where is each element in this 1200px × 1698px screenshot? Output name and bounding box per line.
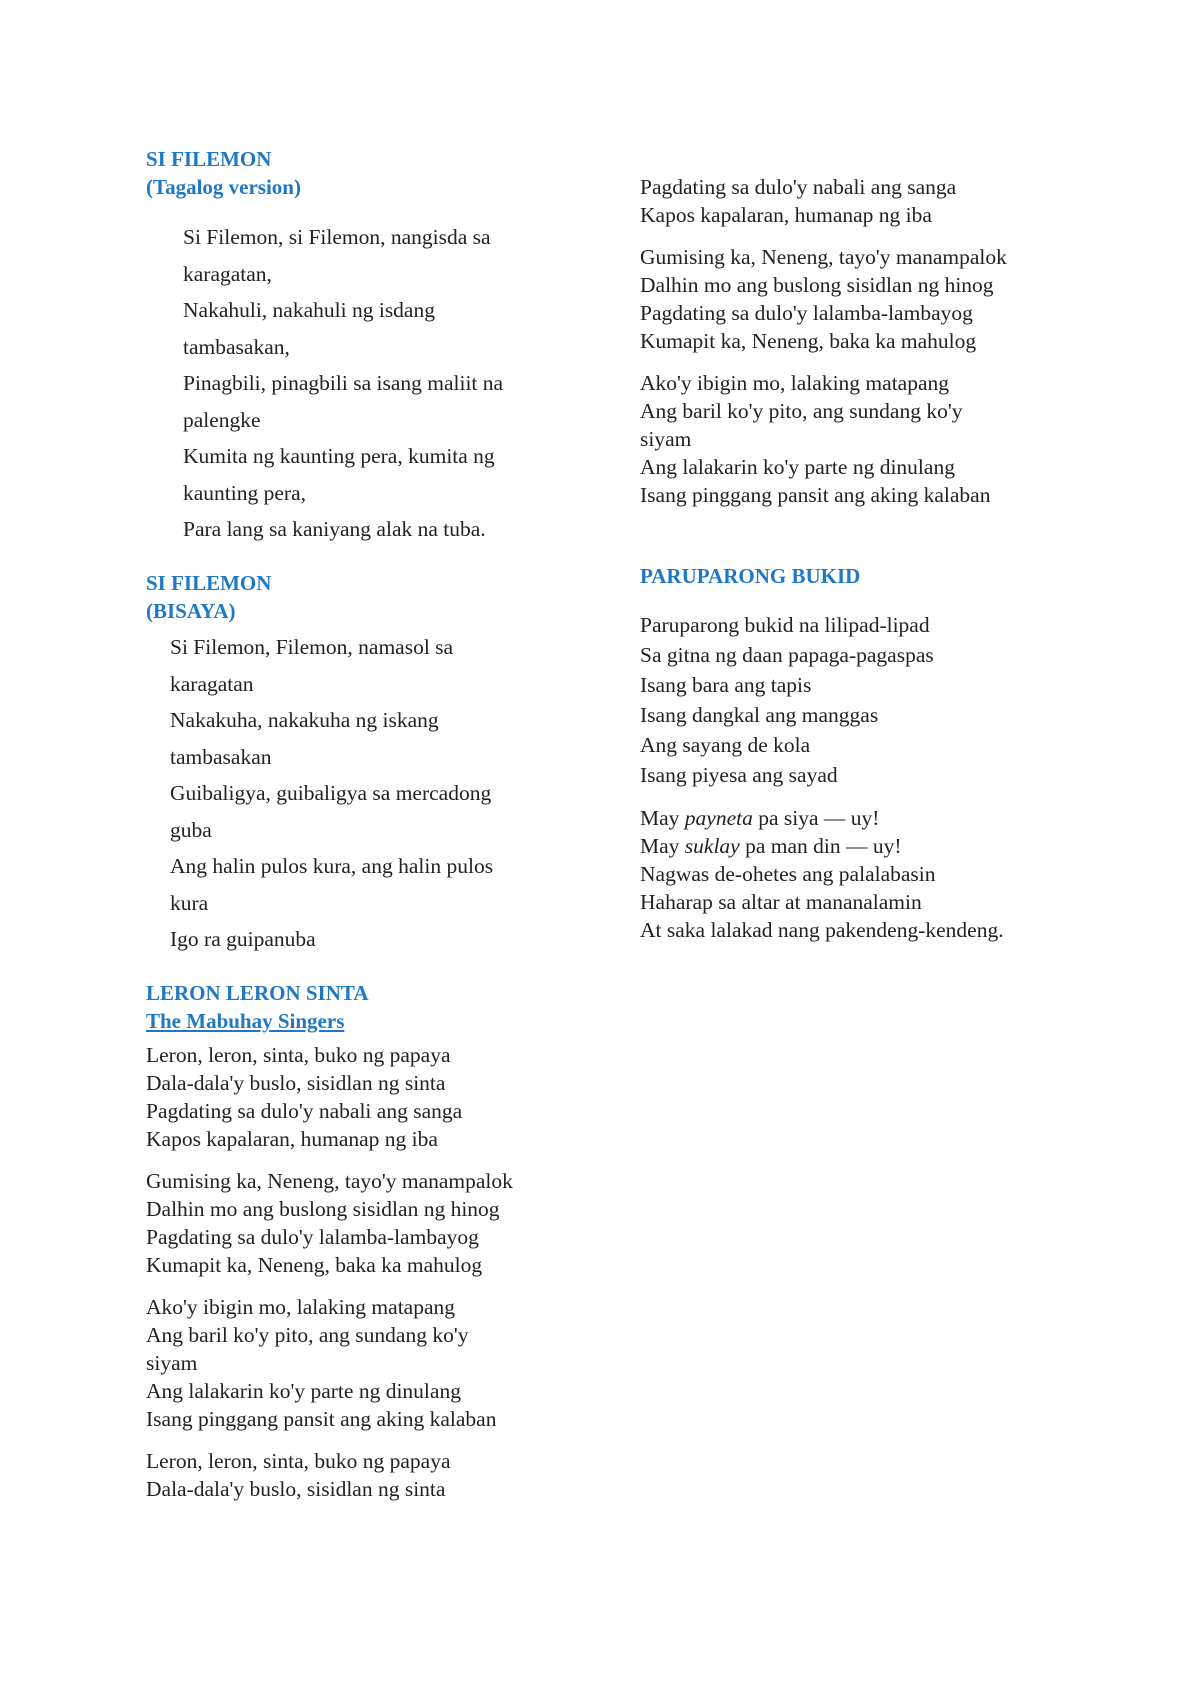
- lyric-line: Pagdating sa dulo'y nabali ang sanga: [146, 1099, 463, 1123]
- lyric-line: karagatan,: [183, 261, 272, 286]
- lyric-line: Pinagbili, pinagbili sa isang maliit na: [183, 371, 504, 395]
- lyric-line: Gumising ka, Neneng, tayo'y manampalok: [640, 245, 1007, 269]
- stanza: [640, 369, 1100, 509]
- song-title: LERON LERON SINTA: [146, 981, 369, 1005]
- lyric-line: siyam: [146, 1351, 198, 1375]
- stanza: [146, 1447, 576, 1503]
- stanza: [146, 1041, 576, 1153]
- lyric-line: Ako'y ibigin mo, lalaking matapang: [640, 371, 949, 395]
- lyric-line: Nakahuli, nakahuli ng isdang: [183, 298, 435, 322]
- lyric-line: Ang baril ko'y pito, ang sundang ko'y: [640, 399, 963, 423]
- lyric-line: Haharap sa altar at mananalamin: [640, 890, 922, 914]
- lyric-line: Isang piyesa ang sayad: [640, 763, 838, 787]
- lyric-line: Ang lalakarin ko'y parte ng dinulang: [640, 455, 955, 479]
- text-run: May: [640, 806, 685, 830]
- song-title: SI FILEMON: [146, 147, 272, 171]
- song-filemon-tagalog: [146, 145, 576, 548]
- lyric-line: Ako'y ibigin mo, lalaking matapang: [146, 1295, 455, 1319]
- lyric-line: Nagwas de-ohetes ang palalabasin: [640, 862, 936, 886]
- artist-link[interactable]: The Mabuhay Singers: [146, 1009, 345, 1033]
- lyric-line: Dala-dala'y buslo, sisidlan ng sinta: [146, 1071, 446, 1095]
- song-title: PARUPARONG BUKID: [640, 564, 861, 588]
- lyric-line: Ang baril ko'y pito, ang sundang ko'y: [146, 1323, 469, 1347]
- stanza: [640, 804, 1100, 944]
- lyric-line: Ang halin pulos kura, ang halin pulos: [170, 854, 494, 878]
- lyrics-block: [146, 219, 576, 548]
- lyric-line: [640, 804, 1100, 832]
- lyric-line: Igo ra guipanuba: [170, 927, 316, 951]
- lyric-line: palengke: [183, 407, 261, 432]
- lyric-line: At saka lalakad nang pakendeng-kendeng.: [640, 918, 1004, 942]
- lyric-line: Si Filemon, si Filemon, nangisda sa: [183, 225, 491, 249]
- lyric-line: kaunting pera,: [183, 480, 306, 505]
- italic-word: suklay: [684, 834, 740, 858]
- stanza: [640, 173, 1100, 229]
- lyric-line: Sa gitna ng daan papaga-pagaspas: [640, 643, 934, 667]
- lyric-line: Gumising ka, Neneng, tayo'y manampalok: [146, 1169, 513, 1193]
- lyric-line: Kapos kapalaran, humanap ng iba: [146, 1127, 438, 1151]
- song-leron-leron-sinta: [146, 979, 576, 1503]
- lyric-line: Kumita ng kaunting pera, kumita ng: [183, 444, 495, 468]
- lyric-line: Kumapit ka, Neneng, baka ka mahulog: [146, 1253, 483, 1277]
- text-run: pa man din — uy!: [739, 834, 902, 858]
- lyric-line: tambasakan: [170, 744, 272, 769]
- lyric-line: Kumapit ka, Neneng, baka ka mahulog: [640, 329, 977, 353]
- lyric-line: tambasakan,: [183, 334, 290, 359]
- lyric-line: Pagdating sa dulo'y lalamba-lambayog: [146, 1225, 479, 1249]
- stanza: [640, 610, 1100, 790]
- lyric-line: Isang pinggang pansit ang aking kalaban: [640, 483, 991, 507]
- lyric-line: Para lang sa kaniyang alak na tuba.: [183, 517, 486, 541]
- song-subtitle: (Tagalog version): [146, 175, 301, 199]
- lyric-line: kura: [170, 890, 209, 915]
- stanza: [640, 243, 1100, 355]
- lyric-line: Isang dangkal ang manggas: [640, 703, 879, 727]
- lyric-line: Nakakuha, nakakuha ng iskang: [170, 708, 439, 732]
- lyric-line: Ang sayang de kola: [640, 733, 811, 757]
- lyric-line: Ang lalakarin ko'y parte ng dinulang: [146, 1379, 461, 1403]
- text-run: May: [640, 834, 685, 858]
- lyric-line: siyam: [640, 427, 692, 451]
- lyric-line: Paruparong bukid na lilipad-lipad: [640, 613, 930, 637]
- lyric-line: karagatan: [170, 671, 254, 696]
- italic-word: payneta: [684, 806, 753, 830]
- lyric-line: Leron, leron, sinta, buko ng papaya: [146, 1043, 451, 1067]
- lyric-line: Isang bara ang tapis: [640, 673, 812, 697]
- lyric-line: Leron, leron, sinta, buko ng papaya: [146, 1449, 451, 1473]
- lyric-line: [640, 832, 1100, 860]
- lyric-line: Dala-dala'y buslo, sisidlan ng sinta: [146, 1477, 446, 1501]
- lyric-line: guba: [170, 817, 212, 842]
- lyrics-block: [146, 629, 576, 958]
- song-paruparong-bukid: [640, 562, 1100, 944]
- lyric-line: Dalhin mo ang buslong sisidlan ng hinog: [146, 1197, 500, 1221]
- text-run: pa siya — uy!: [752, 806, 880, 830]
- lyric-line: Pagdating sa dulo'y lalamba-lambayog: [640, 301, 973, 325]
- song-subtitle: (BISAYA): [146, 599, 236, 623]
- stanza: [146, 1293, 576, 1433]
- song-title: SI FILEMON: [146, 571, 272, 595]
- stanza: [146, 1167, 576, 1279]
- lyric-line: Kapos kapalaran, humanap ng iba: [640, 203, 932, 227]
- lyric-line: Pagdating sa dulo'y nabali ang sanga: [640, 175, 957, 199]
- lyric-line: Guibaligya, guibaligya sa mercadong: [170, 781, 492, 805]
- lyric-line: Isang pinggang pansit ang aking kalaban: [146, 1407, 497, 1431]
- song-filemon-bisaya: [146, 569, 576, 958]
- lyric-line: Dalhin mo ang buslong sisidlan ng hinog: [640, 273, 994, 297]
- lyric-line: Si Filemon, Filemon, namasol sa: [170, 635, 454, 659]
- song-leron-continued: [640, 173, 1100, 509]
